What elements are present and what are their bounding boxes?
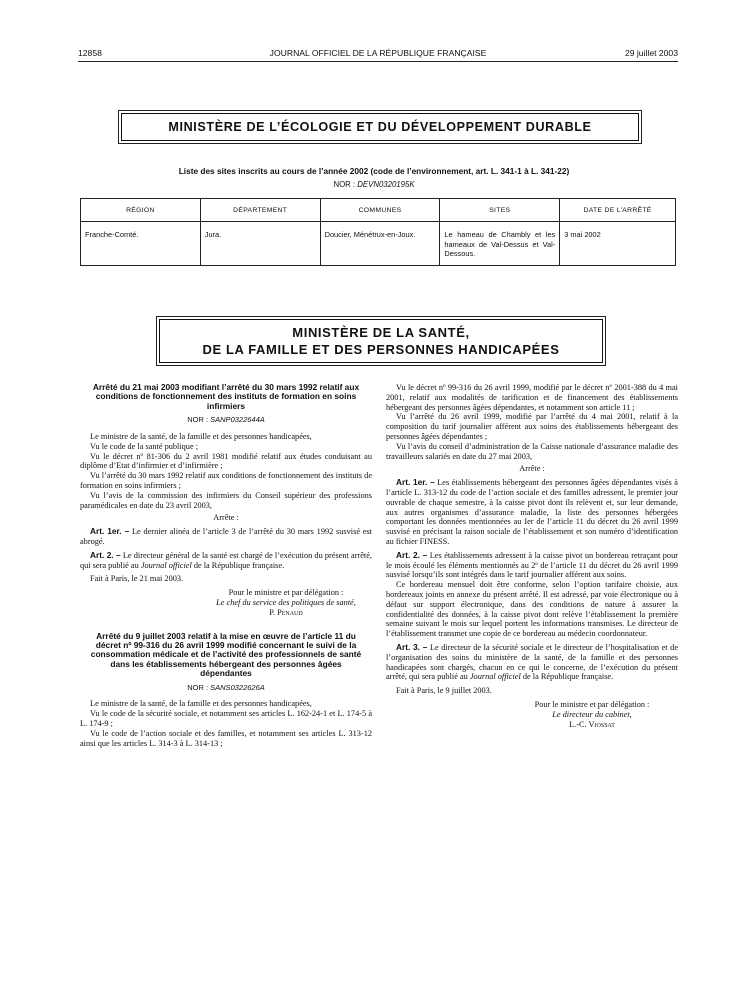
ministry-sante-box	[156, 316, 606, 366]
arrete2-visa-1: Vu le code de la sécurité sociale, et notamment ses articles L. 162-24-1 et L. 174-5 à L. 174-9 ;	[80, 709, 372, 728]
arrete1-visa-1: Vu le code de la santé publique ;	[90, 441, 199, 451]
journal-title: JOURNAL OFFICIEL DE LA RÉPUBLIQUE FRANÇAISE	[269, 48, 487, 58]
signature-name: L.-C. Viossat	[569, 719, 615, 729]
arrete1-fait: Fait à Paris, le 21 mai 2003.	[90, 574, 184, 584]
arrete2-visa-5: Vu l’avis du conseil d’administration de la Caisse nationale d’assurance maladie des travailleurs salariés en date du 27 mai 2003,	[386, 441, 678, 461]
column-header-departement: DÉPARTEMENT	[200, 199, 320, 222]
arrete2-visa-3: Vu le décret nº 99-316 du 26 avril 1999, modifié par le décret nº 2001-388 du 4 mai 2001, relatif aux modalités de tarification et de financement des établissements hébergeant des personnes âgées dépendantes, et notamment son article 11 ;	[386, 383, 678, 412]
table-row	[81, 222, 676, 266]
liste-nor	[0, 180, 748, 189]
arrete2-fait: Fait à Paris, le 9 juillet 2003.	[396, 686, 492, 696]
right-column	[386, 383, 678, 729]
arrete2-article-1	[386, 478, 678, 547]
cell-sites: Le hameau de Chambly et les hameaux de Val-Dessus et Val-Dessous.	[440, 222, 560, 266]
signature-role: Le chef du service des politiques de santé,	[216, 597, 356, 607]
arrete2-signature	[386, 700, 678, 729]
nor-label: NOR :	[187, 415, 211, 425]
arrete1-visa-2: Vu le décret nº 81-306 du 2 avril 1981 modifié relatif aux études conduisant au diplôme d’Etat d’infirmier et d’infirmière ;	[80, 451, 372, 471]
arrete2-arrete-label: Arrête :	[519, 464, 545, 474]
article-label: Art. 1er. –	[90, 526, 130, 537]
signature-delegation: Pour le ministre et par délégation :	[228, 588, 344, 598]
left-column	[80, 383, 372, 748]
arrete2-minister: Le ministre de la santé, de la famille et des personnes handicapées,	[90, 699, 312, 709]
signature-role: Le directeur du cabinet,	[552, 709, 632, 719]
article-label: Art. 3. –	[396, 641, 428, 652]
article-text: Les établissements hébergeant des personnes âgées dépendantes visés à l’article L. 313-12 du code de l’action sociale et des familles adressent, le premier jour ouvrable de chaque semestre, à la caisse pivot dont ils relèvent et, sur leur demande, aux autres organismes d’assurance maladie, la liste des personnes hébergées comportant les données mentionnées au Ier de l’article 11 du décret du 26 avril 1999 susvisé en précisant la raison sociale de l’établissement et son numéro d’identification au fichier FINESS.	[386, 478, 678, 546]
article-label: Art. 2. –	[90, 549, 121, 560]
arrete2-article-2	[386, 551, 678, 580]
nor-code: SANS0322626A	[210, 682, 265, 692]
article-label: Art. 1er. –	[396, 477, 435, 488]
article-text: Les établissements adressent à la caisse pivot un bordereau retraçant pour le mois écoulé les éléments mentionnés au 2º de l’article 11 du décret du 26 avril 1999 susvisé lorsqu’ils sont intégrés dans le tarif journalier afférent aux soins.	[386, 550, 678, 580]
nor-label: NOR :	[187, 682, 211, 692]
article-label: Art. 2. –	[396, 549, 428, 560]
arrete1-visa-3: Vu l’arrêté du 30 mars 1992 relatif aux conditions de fonctionnement des instituts de formation en soins infirmiers ;	[80, 471, 372, 490]
page-header	[78, 48, 678, 62]
arrete2-visa-4: Vu l’arrêté du 26 avril 1999, modifié par l’arrêté du 4 mai 2001, relatif à la composition du tarif journalier afférent aux soins des établissements hébergeant des personnes âgées dépendantes ;	[386, 412, 678, 441]
article-text: Le directeur de la sécurité sociale et le directeur de l’hospitalisation et de l’organisation des soins du ministère de la santé, de la famille et des personnes handicapées sont chargés, chacun en ce qui le concerne, de l’exécution du présent arrêté, qui sera publié au	[386, 642, 678, 682]
arrete2-article-3	[386, 643, 678, 682]
arrete2-article-2-paragraph-2: Ce bordereau mensuel doit être conforme, selon l’option tarifaire choisie, aux bordereaux joints en annexe du présent arrêté. Il est adressé, par voie électronique ou à défaut sur support électronique, dans des conditions de nature à assurer la confidentialité des données, à la caisse pivot dont relève l’établissement la première semaine suivant le mois sur lequel portent les informations transmises. Le directeur de l’établissement transmet une copie de ce bordereau au médecin coordonnateur.	[386, 580, 678, 639]
arrete2-nor	[80, 683, 372, 693]
ministry-sante-line1: MINISTÈRE DE LA SANTÉ,	[292, 325, 470, 340]
table-header-row	[81, 199, 676, 222]
signature-delegation: Pour le ministre et par délégation :	[534, 699, 650, 709]
liste-title: Liste des sites inscrits au cours de l’année 2002 (code de l’environnement, art. L. 341-1 à L. 341-22)	[178, 166, 570, 176]
arrete1-arrete-label: Arrête :	[213, 513, 239, 523]
page-number: 12858	[78, 48, 102, 58]
column-header-region: RÉGION	[81, 199, 201, 222]
cell-date: 3 mai 2002	[560, 222, 676, 266]
arrete1-article-1	[80, 527, 372, 547]
ministry-ecologie-box	[118, 110, 642, 144]
article-text: Le directeur général de la santé est chargé de l’exécution du présent arrêté, qui sera publié au	[80, 550, 372, 570]
arrete1-title: Arrêté du 21 mai 2003 modifiant l’arrêté du 30 mars 1992 relatif aux conditions de fonctionnement des instituts de formation en soins infirmiers	[92, 382, 360, 411]
issue-date: 29 juillet 2003	[624, 48, 678, 58]
cell-departement: Jura.	[200, 222, 320, 266]
arrete2-title: Arrêté du 9 juillet 2003 relatif à la mise en œuvre de l’article 11 du décret nº 99-316 du 26 avril 1999 modifié concernant le suivi de la consommation médicale et de l’activité des professionnels de santé dans les établissements hébergeant des personnes âgées dépendantes	[90, 630, 362, 679]
arrete1-visa-4: Vu l’avis de la commission des infirmiers du Conseil supérieur des professions paramédicales en date du 23 avril 2003,	[80, 490, 372, 510]
article-text: de la République française.	[520, 672, 614, 682]
column-header-sites: SITES	[440, 199, 560, 222]
column-header-communes: COMMUNES	[320, 199, 440, 222]
ministry-ecologie-title: MINISTÈRE DE L’ÉCOLOGIE ET DU DÉVELOPPEMENT DURABLE	[121, 113, 639, 141]
arrete2-visa-2: Vu le code de l’action sociale et des familles, et notamment ses articles L. 313-12 ainsi que les articles L. 314-3 à L. 314-13 ;	[80, 728, 372, 748]
ministry-sante-line2: DE LA FAMILLE ET DES PERSONNES HANDICAPÉES	[202, 342, 560, 357]
arrete1-nor	[80, 415, 372, 425]
column-header-date: DATE DE L’ARRÊTÉ	[560, 199, 676, 222]
arrete1-article-2	[80, 551, 372, 571]
cell-communes: Doucier, Ménétrux-en-Joux.	[320, 222, 440, 266]
nor-code: SANP0322644A	[210, 415, 265, 425]
ministry-sante-title	[159, 319, 603, 363]
arrete1-signature	[80, 588, 372, 617]
cell-region: Franche-Comté.	[81, 222, 201, 266]
journal-officiel-ref: Journal officiel	[469, 672, 521, 682]
nor-label: NOR :	[333, 180, 358, 189]
article-text: de la République française.	[191, 560, 285, 570]
journal-officiel-ref: Journal officiel	[140, 560, 192, 570]
article-text: Le dernier alinéa de l’article 3 de l’arrêté du 30 mars 1992 susvisé est abrogé.	[80, 527, 372, 546]
signature-name: P. Penaud	[269, 607, 303, 617]
sites-table	[80, 198, 676, 266]
header-rule	[78, 61, 678, 62]
arrete1-minister: Le ministre de la santé, de la famille et des personnes handicapées,	[90, 432, 312, 442]
nor-code: DEVN0320195K	[357, 180, 415, 189]
